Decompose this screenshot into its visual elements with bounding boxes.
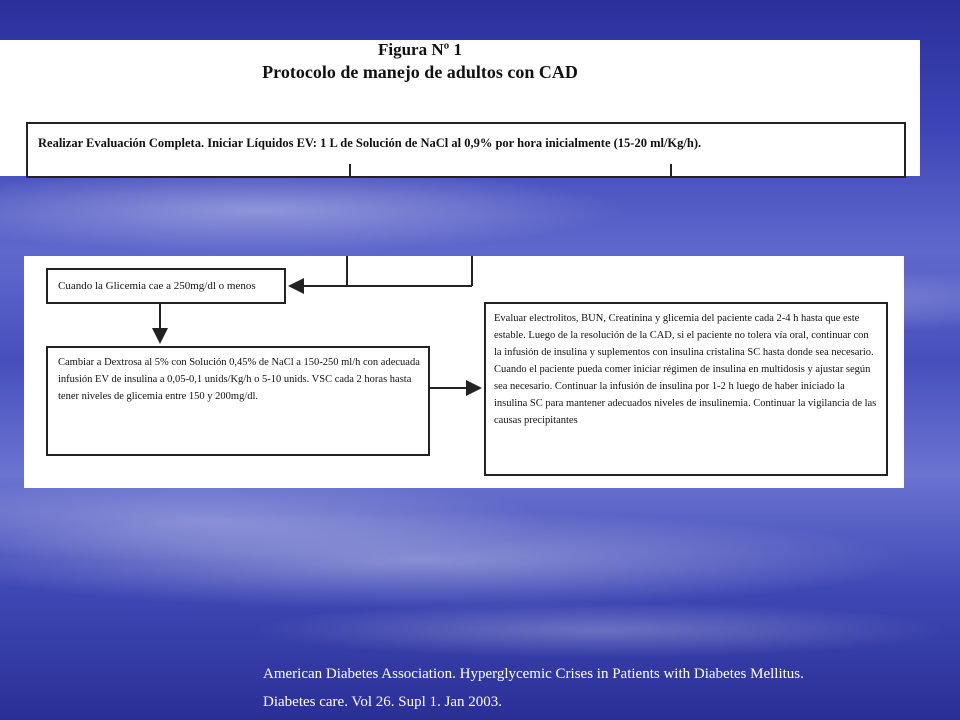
evaluation-box: Realizar Evaluación Completa. Iniciar Líquidos EV: 1 L de Solución de NaCl al 0,9% por hora inicialmente (15-20 ml/Kg/h). [26,122,906,178]
header-connector-lines [0,40,920,176]
dextrose-box: Cambiar a Dextrosa al 5% con Solución 0,45% de NaCl a 150-250 ml/h con adecuada infusión EV de insulina a 0,05-0,1 unids/Kg/h o 5-10 unids. VSC cada 2 horas hasta tener niveles de glicemia entre 150 y 200mg/dl. [46,346,430,456]
electrolytes-box: Evaluar electrolitos, BUN, Creatinina y glicemia del paciente cada 2-4 h hasta que este estable. Luego de la resolución de la CAD, si el paciente no tolera vía oral, continuar con la infusión de insulina y suplementos con insulina cristalina SC hasta donde sea necesario. Cuando el paciente pueda comer iniciar régimen de insulina en multidosis y ajustar según sea necesario. Continuar la infusión de insulina por 1-2 h luego de haber iniciado la insulina SC para mantener adecuados niveles de insulinemia. Continuar la vigilancia de las causas precipitantes [484,302,888,476]
figure-header-panel [0,40,920,176]
flowchart-panel [24,256,904,488]
figure-number: Figura Nº 1 [378,40,462,59]
glycemia-box: Cuando la Glicemia cae a 250mg/dl o menos [46,268,286,304]
reference-line-2: Diabetes care. Vol 26. Supl 1. Jan 2003. [263,694,502,710]
reference-line-1: American Diabetes Association. Hyperglycemic Crises in Patients with Diabetes Mellitus. [263,666,804,682]
figure-title: Protocolo de manejo de adultos con CAD [262,62,578,82]
